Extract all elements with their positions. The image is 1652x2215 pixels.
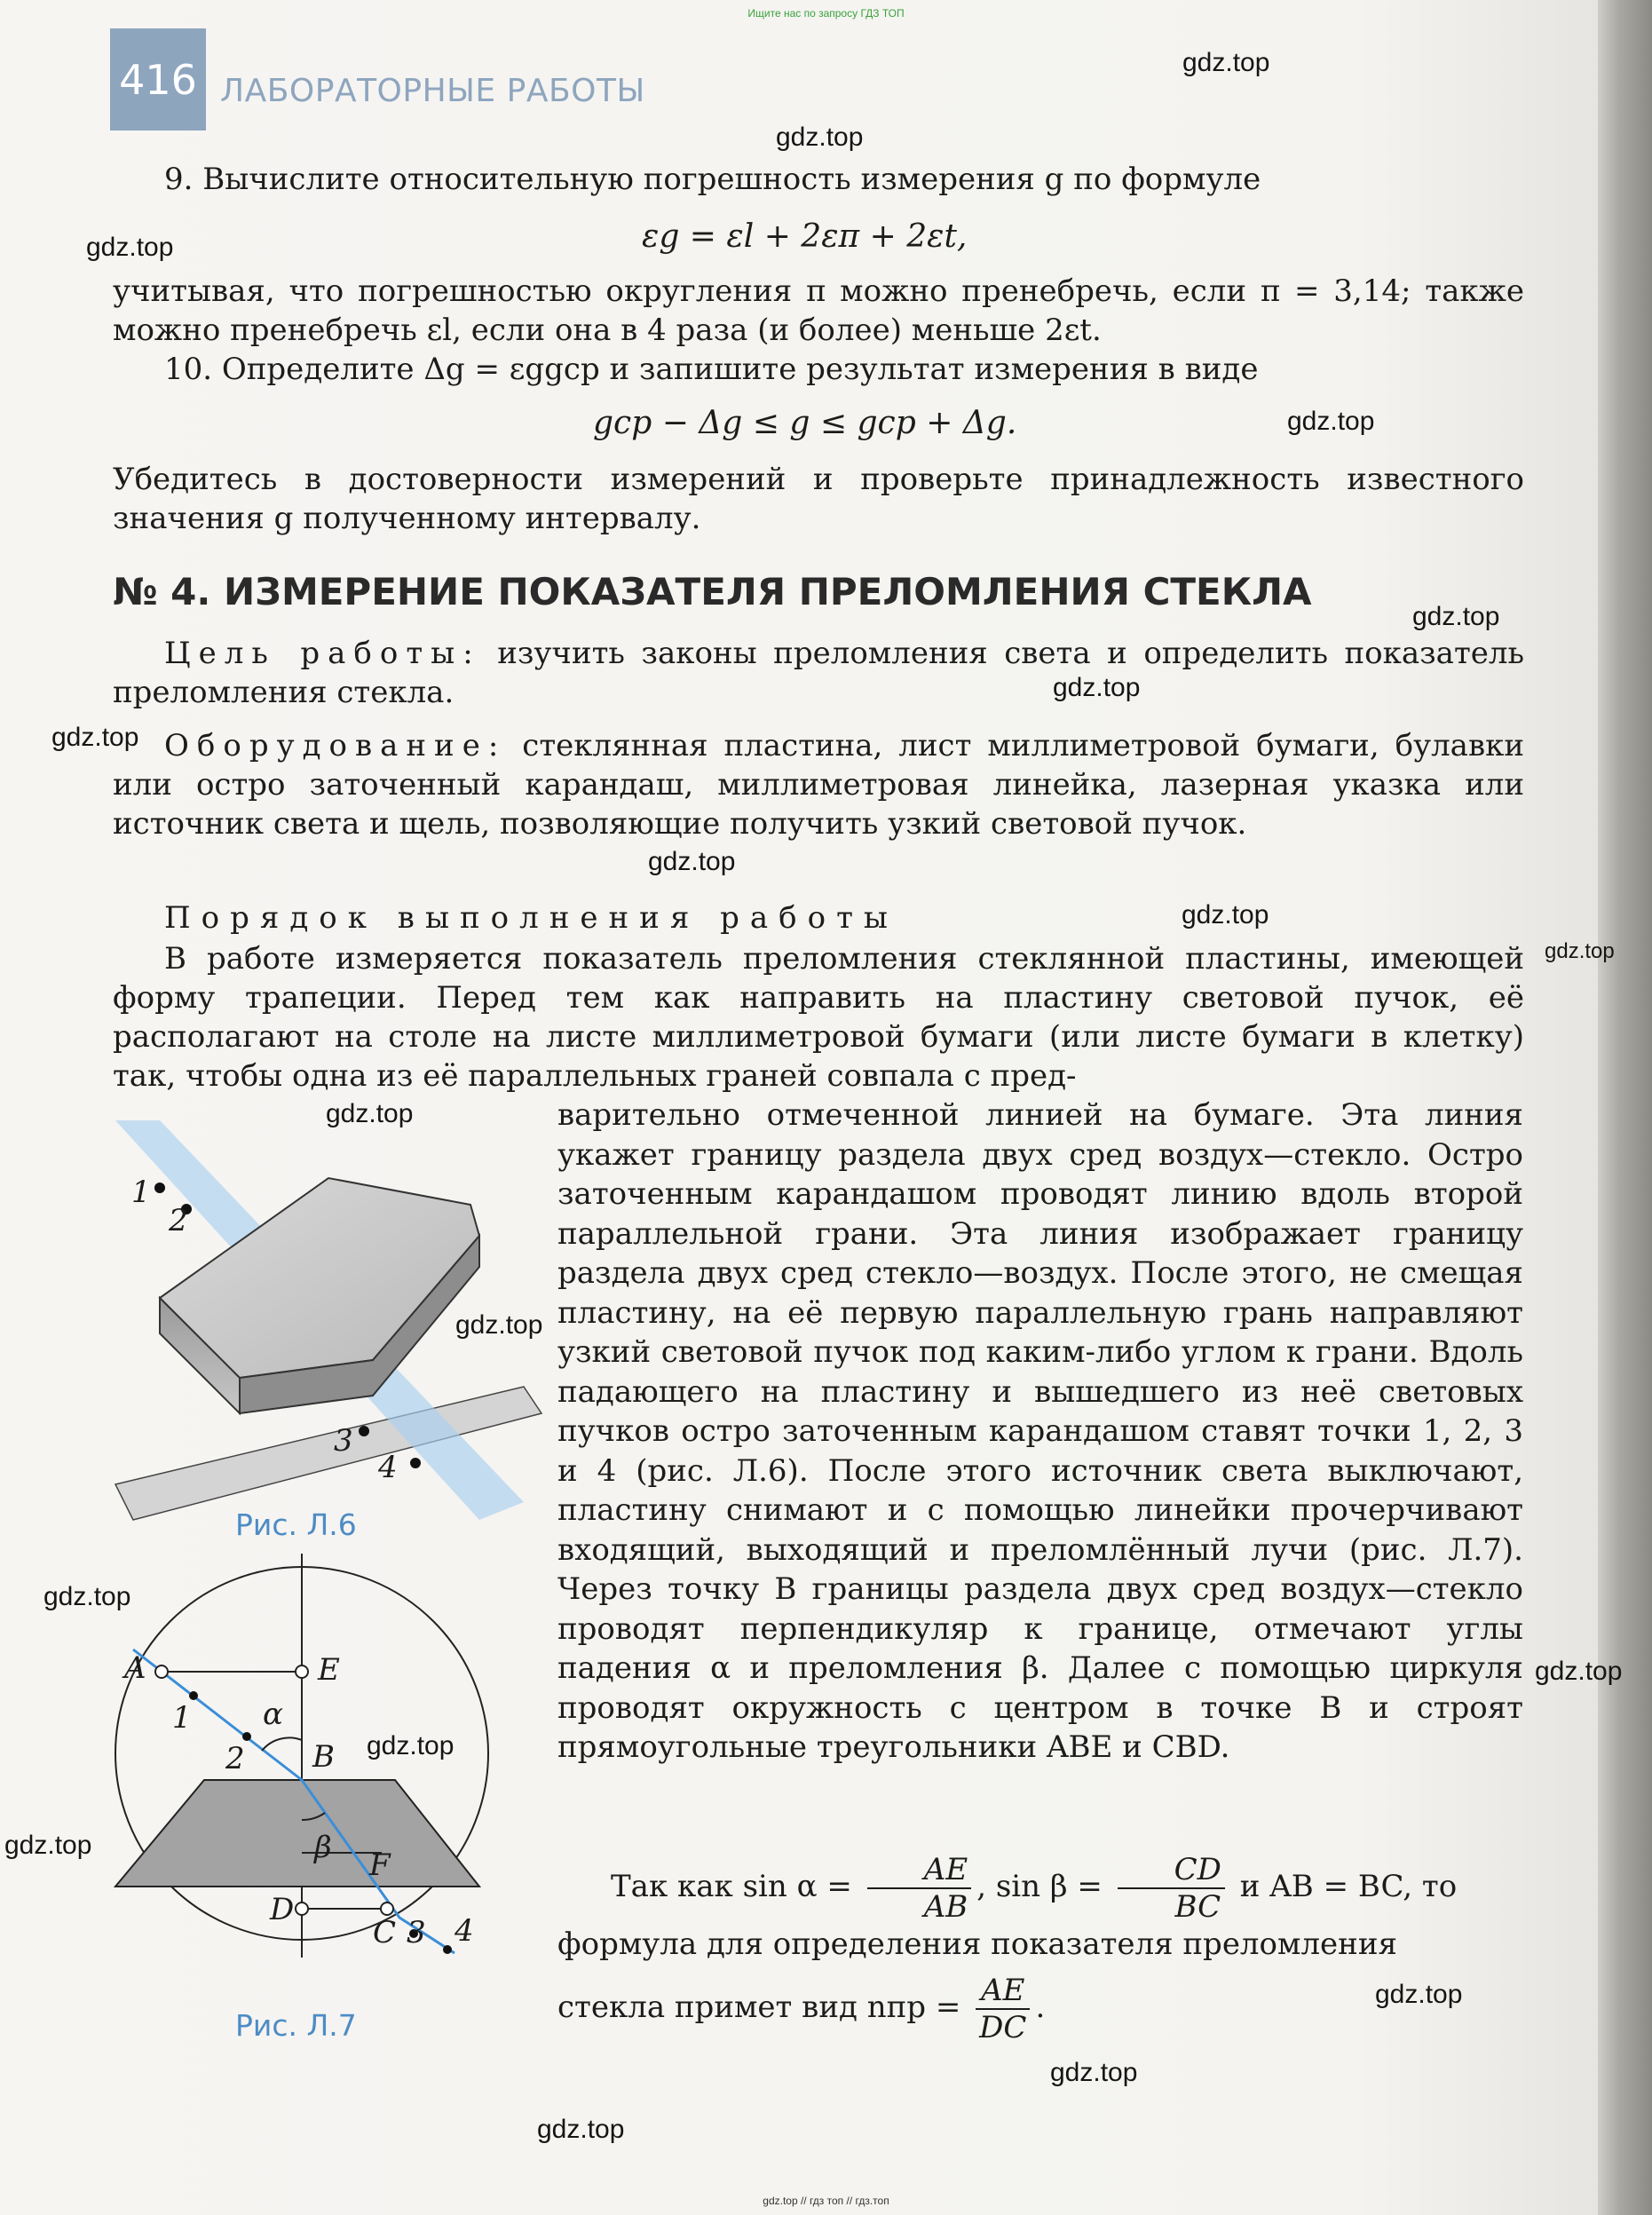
watermark: gdz.top: [537, 2115, 625, 2144]
watermark: gdz.top: [648, 847, 736, 876]
formula-line-3-text: стекла примет вид nпр =: [557, 1990, 961, 2025]
watermark: gdz.top: [86, 233, 174, 262]
point-e: [296, 1665, 308, 1678]
label-1: 1: [172, 1700, 192, 1736]
label-4: 4: [378, 1450, 398, 1485]
formula-paragraph: [557, 1852, 1523, 1925]
label-e: E: [318, 1652, 340, 1688]
formula-text-a: Так как sin α =: [611, 1869, 852, 1904]
label-b: B: [312, 1739, 335, 1775]
step-10-text: 10. Определите Δg = εggср и запишите результат измерения в виде: [164, 352, 1259, 387]
page-number: 416: [110, 28, 206, 131]
watermark: gdz.top: [1050, 2058, 1138, 2087]
point-2: [242, 1732, 251, 1741]
fraction-ae-dc: [976, 1973, 1030, 2045]
fraction-den: DC: [979, 2010, 1027, 2045]
figure-l7-caption: Рис. Л.7: [235, 2008, 357, 2043]
procedure-label: Порядок выполнения работы: [164, 900, 898, 936]
label-3: 3: [407, 1915, 426, 1950]
watermark: gdz.top: [1053, 673, 1141, 702]
watermark: gdz.top: [1545, 939, 1615, 963]
top-note: Ищите нас по запросу ГДЗ ТОП: [747, 7, 905, 20]
fraction-den: BC: [1174, 1889, 1221, 1925]
fraction-ae-ab: [867, 1852, 972, 1925]
watermark: gdz.top: [1182, 48, 1270, 77]
point-d: [296, 1903, 308, 1915]
formula-line-3: стекла примет вид nпр = $\frac{AE}{DC}$ .: [557, 1973, 1046, 2045]
fraction-num: CD: [1118, 1852, 1225, 1889]
goal-text: изучить законы преломления света и определить показатель преломления стекла.: [113, 636, 1524, 710]
point-4: [443, 1945, 452, 1954]
watermark: gdz.top: [776, 123, 864, 152]
watermark: gdz.top: [1375, 1980, 1463, 2009]
watermark: gdz.top: [1287, 407, 1375, 436]
fraction-cd-bc: [1118, 1852, 1225, 1925]
watermark: gdz.top: [4, 1831, 92, 1860]
bottom-note: gdz.top // гдз топ // гдз.топ: [763, 2195, 889, 2207]
equipment-text: стеклянная пластина, лист миллиметровой бумаги, булавки или остро заточенный карандаш, миллиметровая линейка, лазерная указка или источник света и щель, позволяющие получить узкий световой пучок.: [113, 728, 1525, 842]
step-9-continuation: учитывая, что погрешностью округления π можно пренебречь, если π = 3,14; также можно пренебречь εl, если она в 4 раза (и более) меньше 2εt.: [113, 273, 1524, 348]
fraction-num: AE: [976, 1973, 1030, 2010]
label-beta: β: [314, 1830, 332, 1865]
step-9-formula: εg = εl + 2επ + 2εt,: [642, 218, 968, 255]
figure-l7: [107, 1554, 533, 1962]
label-2: 2: [225, 1741, 245, 1776]
formula-text-b: , sin β =: [976, 1869, 1103, 1904]
procedure-continuation: варительно отмеченной линией на бумаге. Эта линия укажет границу раздела двух сред воздух—стекло. Остро заточенным карандашом проводят линию вдоль второй параллельной грани. Эта линия изображает границу раздела двух сред стекло—воздух. После этого, не смещая пластину, на её первую параллельную грань направляют узкий световой пучок под каким-либо углом к грани. Вдоль падающего на пластину и вышедшего из неё световых пучков остро заточенным карандашом ставят точки 1, 2, 3 и 4 (рис. Л.6). После этого источник света выключают, пластину снимают и с помощью линейки прочерчивают входящий, выходящий и преломлённый лучи (рис. Л.7). Через точку B границы раздела двух сред воздух—стекло проводят перпендикуляр к границе, отмечают углы падения α и преломления β. Далее с помощью циркуля проводят окружность с центром в точке B и строят прямоугольные треугольники ABE и CBD.: [557, 1097, 1523, 1765]
label-2: 2: [169, 1203, 188, 1238]
point-marker: [154, 1183, 165, 1193]
fraction-den: AB: [923, 1889, 968, 1925]
point-marker: [359, 1426, 369, 1436]
point-marker: [410, 1458, 421, 1468]
label-a: A: [124, 1650, 146, 1686]
watermark: gdz.top: [367, 1731, 454, 1760]
equipment-label: Оборудование:: [164, 728, 507, 763]
procedure-intro: В работе измеряется показатель преломления стеклянной пластины, имеющей форму трапеции. Перед тем как направить на пластину световой пучок, её располагают на столе на листе миллиметровой бумаги (или листе бумаги в клетку) так, чтобы одна из её параллельных граней совпала с пред-: [113, 941, 1524, 1094]
watermark: gdz.top: [326, 1099, 414, 1128]
formula-line-2: формула для определения показателя преломления: [557, 1926, 1397, 1962]
label-c: C: [373, 1915, 397, 1950]
watermark: gdz.top: [1535, 1657, 1623, 1686]
label-f: F: [369, 1847, 391, 1883]
watermark: gdz.top: [43, 1582, 131, 1611]
book-spine-shadow: [1598, 0, 1652, 2215]
label-d: D: [270, 1892, 295, 1927]
fraction-num: AE: [867, 1852, 972, 1889]
figure-l6-caption: Рис. Л.6: [235, 1507, 357, 1542]
formula-text-c: и AB = BC, то: [1239, 1869, 1458, 1904]
running-header: ЛАБОРАТОРНЫЕ РАБОТЫ: [220, 73, 645, 109]
watermark: gdz.top: [1412, 602, 1500, 631]
point-c: [381, 1903, 393, 1915]
label-3: 3: [334, 1423, 353, 1459]
section-heading: № 4. ИЗМЕРЕНИЕ ПОКАЗАТЕЛЯ ПРЕЛОМЛЕНИЯ СТЕКЛА: [113, 570, 1312, 613]
goal-paragraph: [113, 634, 1524, 712]
label-4: 4: [454, 1913, 474, 1949]
watermark: gdz.top: [1182, 900, 1269, 930]
angle-alpha-arc: [262, 1737, 302, 1751]
trapezoid-plate: [115, 1780, 479, 1887]
step-9-text: 9. Вычислите относительную погрешность измерения g по формуле: [164, 162, 1261, 197]
verify-text: Убедитесь в достоверности измерений и проверьте принадлежность известного значения g полученному интервалу.: [113, 462, 1524, 536]
label-1: 1: [131, 1175, 151, 1210]
point-1: [189, 1691, 198, 1700]
equipment-paragraph: [113, 726, 1524, 843]
step-10-formula: gср − Δg ≤ g ≤ gср + Δg.: [593, 405, 1017, 441]
figure-l6: [107, 1120, 550, 1538]
watermark: gdz.top: [455, 1310, 543, 1340]
point-a: [155, 1665, 168, 1678]
watermark: gdz.top: [51, 723, 139, 752]
label-alpha: α: [263, 1697, 283, 1732]
goal-label: Цель работы:: [164, 636, 481, 671]
